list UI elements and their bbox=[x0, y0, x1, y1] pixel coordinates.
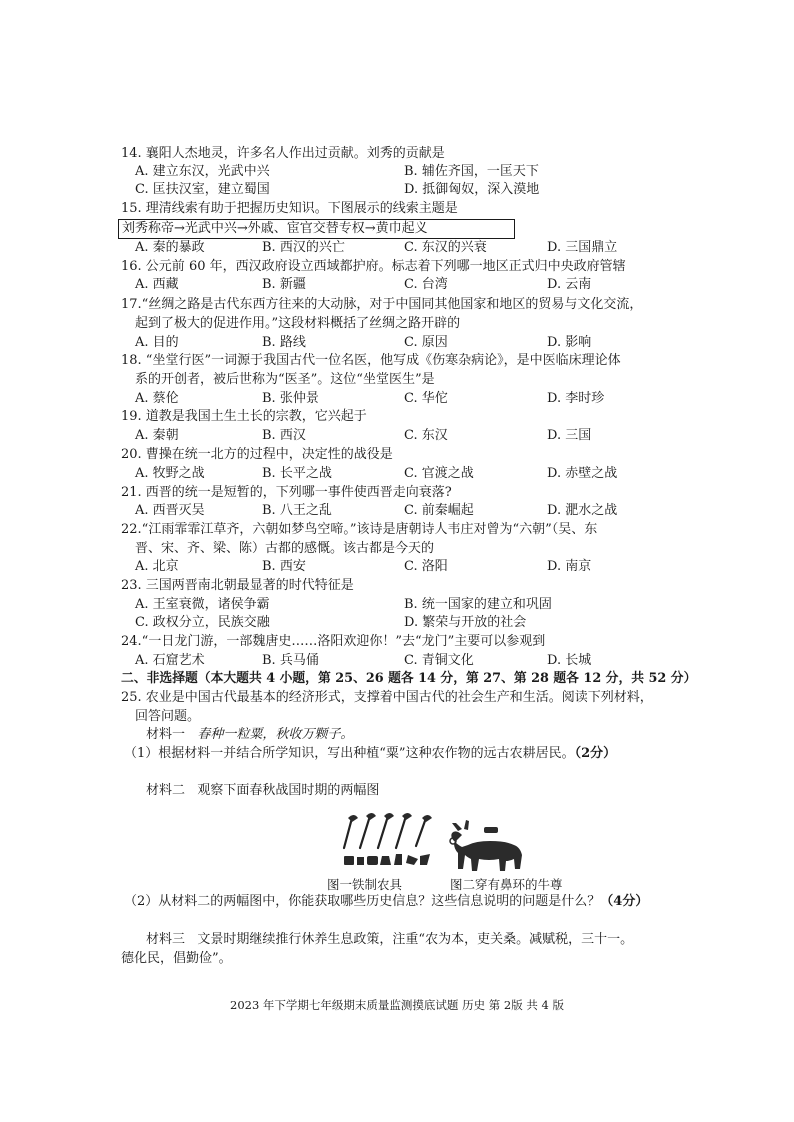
question-21-stem: 21. 西晋的统一是短暂的，下列哪一事件使西晋走向衰落? bbox=[121, 485, 452, 500]
q15-option-c: C. 东汉的兴衰 bbox=[404, 240, 487, 255]
material-3-text: 文景时期继续推行休养生息政策，注重“农为本，吏关桑。减赋税，三十一。 bbox=[197, 932, 634, 947]
q22-option-d: D. 南京 bbox=[547, 559, 592, 574]
sub-question-2 bbox=[124, 893, 648, 911]
q18-option-a: A. 蔡伦 bbox=[135, 391, 179, 406]
material-1-label: 材料一 bbox=[146, 727, 186, 742]
q20-option-a: A. 牧野之战 bbox=[135, 466, 205, 481]
sub-question-1 bbox=[124, 745, 616, 763]
question-16-stem: 16. 公元前 60 年，西汉政府设立西域都护府。标志着下列哪一地区正式归中央政府管辖 bbox=[121, 259, 626, 274]
q23-option-b: B. 统一国家的建立和巩固 bbox=[404, 597, 552, 612]
sub-question-2-score: （4分） bbox=[600, 894, 649, 909]
q19-option-a: A. 秦朝 bbox=[135, 428, 179, 443]
question-22-stem: 22.“江雨霏霏江草齐，六朝如梦鸟空啼。”该诗是唐朝诗人韦庄对曾为“六朝”（吴、东 bbox=[121, 522, 598, 537]
page-footer: 2023 年下学期七年级期末质量监测摸底试题 历史 第 2版 共 4 版 bbox=[230, 998, 564, 1012]
q22-option-b: B. 西安 bbox=[262, 559, 306, 574]
q15-option-a: A. 秦的暴政 bbox=[135, 240, 205, 255]
figure-1-caption: 图一铁制农具 bbox=[327, 877, 403, 892]
q21-option-a: A. 西晋灭吴 bbox=[135, 503, 205, 518]
q16-option-d: D. 云南 bbox=[547, 277, 592, 292]
q20-option-b: B. 长平之战 bbox=[262, 466, 332, 481]
sub-question-2-text: （2）从材料二的两幅图中，你能获取哪些历史信息？这些信息说明的问题是什么？ bbox=[124, 894, 601, 909]
q16-option-a: A. 西藏 bbox=[135, 277, 179, 292]
question-17-stem-2: 起到了极大的促进作用。”这段材料概括了丝绸之路开辟的 bbox=[135, 316, 461, 331]
question-14-stem: 14. 襄阳人杰地灵，许多名人作出过贡献。刘秀的贡献是 bbox=[121, 146, 445, 161]
q20-option-c: C. 官渡之战 bbox=[404, 466, 474, 481]
section-2-heading: 二、非选择题（本大题共 4 小题，第 25、26 题各 14 分，第 27、第 28 题各 12 分，共 52 分） bbox=[121, 671, 697, 686]
question-25-stem-2: 回答问题。 bbox=[135, 709, 201, 724]
q24-option-a: A. 石窟艺术 bbox=[135, 653, 205, 668]
question-19-stem: 19. 道教是我国土生土长的宗教，它兴起于 bbox=[121, 409, 367, 424]
q14-option-d: D. 抵御匈奴，深入漠地 bbox=[404, 182, 540, 197]
question-17-stem: 17.“丝绸之路是古代东西方往来的大动脉，对于中国同其他国家和地区的贸易与文化交流， bbox=[121, 297, 643, 312]
q22-option-c: C. 洛阳 bbox=[404, 559, 448, 574]
question-23-stem: 23. 三国两晋南北朝最显著的时代特征是 bbox=[121, 578, 354, 593]
material-1-text: 春种一粒粟，秋收万颗子。 bbox=[197, 727, 354, 742]
q22-option-a: A. 北京 bbox=[135, 559, 179, 574]
q19-option-d: D. 三国 bbox=[547, 428, 592, 443]
q15-option-b: B. 西汉的兴亡 bbox=[262, 240, 345, 255]
q14-option-c: C. 匡扶汉室，建立蜀国 bbox=[135, 182, 270, 197]
sub-question-1-score: （2分） bbox=[574, 746, 617, 761]
material-3 bbox=[146, 931, 633, 949]
q21-option-b: B. 八王之乱 bbox=[262, 503, 332, 518]
q17-option-d: D. 影响 bbox=[547, 335, 592, 350]
q18-option-c: C. 华佗 bbox=[404, 391, 448, 406]
q24-option-c: C. 青铜文化 bbox=[404, 653, 474, 668]
q14-option-b: B. 辅佐齐国，一匡天下 bbox=[404, 164, 539, 179]
q18-option-d: D. 李时珍 bbox=[547, 391, 605, 406]
bronze-ox-zun-figure bbox=[448, 815, 528, 873]
figure-2-caption: 图二穿有鼻环的牛尊 bbox=[450, 877, 563, 892]
q17-option-a: A. 目的 bbox=[135, 335, 179, 350]
q18-option-b: B. 张仲景 bbox=[262, 391, 319, 406]
question-22-stem-2: 晋、宋、齐、梁、陈）古都的感慨。该古都是今天的 bbox=[135, 541, 435, 556]
q14-option-a: A. 建立东汉，光武中兴 bbox=[135, 164, 270, 179]
question-25-stem: 25. 农业是中国古代最基本的经济形式，支撑着中国古代的社会生产和生活。阅读下列材料， bbox=[121, 690, 653, 705]
q21-option-c: C. 前秦崛起 bbox=[404, 503, 474, 518]
question-18-stem: 18. “坐堂行医”一词源于我国古代一位名医，他写成《伤寒杂病论》，是中医临床理论体 bbox=[121, 353, 621, 368]
q19-option-c: C. 东汉 bbox=[404, 428, 448, 443]
material-2-label: 材料二 bbox=[146, 783, 186, 798]
material-2 bbox=[146, 782, 379, 800]
sub-question-1-text: （1）根据材料一并结合所学知识，写出种植“粟”这种农作物的远古农耕居民。 bbox=[124, 746, 575, 761]
q16-option-b: B. 新疆 bbox=[262, 277, 306, 292]
q17-option-c: C. 原因 bbox=[404, 335, 448, 350]
q20-option-d: D. 赤壁之战 bbox=[547, 466, 618, 481]
iron-farm-tools-figure bbox=[338, 810, 438, 872]
question-20-stem: 20. 曹操在统一北方的过程中，决定性的战役是 bbox=[121, 447, 393, 462]
q16-option-c: C. 台湾 bbox=[404, 277, 448, 292]
q17-option-b: B. 路线 bbox=[262, 335, 306, 350]
q23-option-c: C. 政权分立，民族交融 bbox=[135, 615, 270, 630]
material-1 bbox=[146, 726, 353, 744]
q21-option-d: D. 淝水之战 bbox=[547, 503, 618, 518]
material-3-line-2: 德化民，倡勤俭”。 bbox=[121, 951, 232, 966]
q15-clue-box: 刘秀称帝→光武中兴→外戚、宦官交替专权→黄巾起义 bbox=[118, 219, 515, 239]
question-18-stem-2: 系的开创者，被后世称为“医圣”。这位“坐堂医生”是 bbox=[135, 372, 435, 387]
question-24-stem: 24.“一日龙门游，一部魏唐史……洛阳欢迎你！”去“龙门”主要可以参观到 bbox=[121, 634, 546, 649]
question-15-stem: 15. 理清线索有助于把握历史知识。下图展示的线索主题是 bbox=[121, 201, 458, 216]
q15-option-d: D. 三国鼎立 bbox=[547, 240, 618, 255]
q23-option-d: D. 繁荣与开放的社会 bbox=[404, 615, 527, 630]
q24-option-b: B. 兵马俑 bbox=[262, 653, 319, 668]
q19-option-b: B. 西汉 bbox=[262, 428, 306, 443]
material-3-label: 材料三 bbox=[146, 932, 186, 947]
q24-option-d: D. 长城 bbox=[547, 653, 592, 668]
q23-option-a: A. 王室衰微，诸侯争霸 bbox=[135, 597, 270, 612]
material-2-text: 观察下面春秋战国时期的两幅图 bbox=[197, 783, 380, 798]
